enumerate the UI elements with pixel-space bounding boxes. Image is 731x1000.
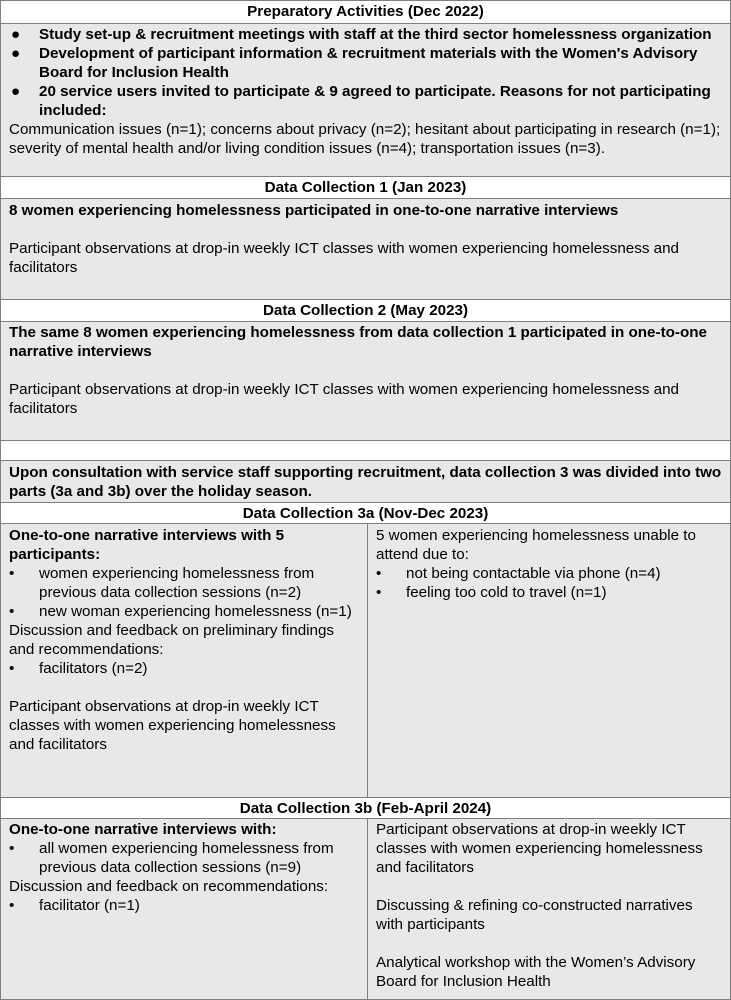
- list-item: • feeling too cold to travel (n=1): [376, 584, 607, 601]
- dc3b-left-column: [1, 819, 368, 999]
- bullet-icon: ●: [11, 83, 21, 100]
- dc3b-interviews-heading: One-to-one narrative interviews with:: [9, 821, 277, 838]
- dc2-interviews: The same 8 women experiencing homelessness from data collection 1 participated in one-to-one narrative interviews: [9, 324, 707, 360]
- bullet-icon: •: [9, 565, 15, 582]
- dc3-note: Upon consultation with service staff supporting recruitment, data collection 3 was divided into two parts (3a and 3b) over the holiday season.: [1, 460, 730, 502]
- prep-bullet: ● 20 service users invited to participate & 9 agreed to participate. Reasons for not participating included:: [11, 83, 711, 119]
- dc3a-section: [1, 523, 730, 797]
- prep-bullet: ● Development of participant information & recruitment materials with the Women's Advisory Board for Inclusion Health: [11, 45, 698, 81]
- dc3b-title: Data Collection 3b (Feb-April 2024): [239, 800, 492, 817]
- dc3a-left-column: [1, 524, 368, 797]
- dc3b-narratives: Discussing & refining co-constructed narratives with participants: [376, 897, 693, 933]
- dc3b-right-column: [368, 819, 730, 999]
- dc3b-section: [1, 818, 730, 999]
- bullet-icon: ●: [11, 26, 21, 43]
- prep-title: Preparatory Activities (Dec 2022): [247, 3, 484, 20]
- list-item: • facilitator (n=1): [9, 897, 140, 914]
- dc2-observations: Participant observations at drop-in weekly ICT classes with women experiencing homelessness and facilitators: [9, 381, 679, 417]
- prep-bullet: ● Study set-up & recruitment meetings with staff at the third sector homelessness organization: [11, 26, 712, 43]
- dc1-observations: Participant observations at drop-in weekly ICT classes with women experiencing homelessness and facilitators: [9, 240, 679, 276]
- prep-reasons: Communication issues (n=1); concerns about privacy (n=2); hesitant about participating in research (n=1); severity of mental health and/or living condition issues (n=4); transportation issues (n=3).: [9, 121, 721, 157]
- list-item: • new woman experiencing homelessness (n=1): [9, 603, 352, 620]
- dc3a-header: [1, 502, 730, 523]
- list-item: • all women experiencing homelessness from previous data collection sessions (n=9): [9, 840, 334, 876]
- bullet-icon: •: [9, 840, 15, 857]
- dc1-title: Data Collection 1 (Jan 2023): [264, 179, 467, 196]
- dc1-header: [1, 176, 730, 198]
- dc3a-interviews-heading: One-to-one narrative interviews with 5 participants:: [9, 527, 285, 563]
- bullet-icon: •: [9, 603, 15, 620]
- dc3a-observations: Participant observations at drop-in weekly ICT classes with women experiencing homelessness and facilitators: [9, 698, 336, 753]
- dc3a-right-column: [368, 524, 730, 797]
- dc1-section: [1, 198, 730, 299]
- prep-section: [1, 23, 730, 175]
- dc2-header: [1, 299, 730, 321]
- dc3b-observations: Participant observations at drop-in weekly ICT classes with women experiencing homelessness and facilitators: [376, 821, 703, 876]
- dc2-title: Data Collection 2 (May 2023): [262, 302, 469, 319]
- list-item: • not being contactable via phone (n=4): [376, 565, 661, 582]
- prep-header: [1, 1, 730, 23]
- dc3a-title: Data Collection 3a (Nov-Dec 2023): [242, 505, 489, 522]
- dc2-section: [1, 321, 730, 440]
- bullet-icon: •: [9, 660, 15, 677]
- dc3a-discussion: Discussion and feedback on preliminary findings and recommendations:: [9, 622, 335, 658]
- dc3b-workshop: Analytical workshop with the Women’s Advisory Board for Inclusion Health: [376, 954, 696, 990]
- dc3b-discussion: Discussion and feedback on recommendations:: [9, 878, 329, 895]
- bullet-icon: •: [376, 565, 382, 582]
- spacer-row: [1, 440, 730, 460]
- bullet-icon: •: [9, 897, 15, 914]
- list-item: • women experiencing homelessness from previous data collection sessions (n=2): [9, 565, 315, 601]
- dc1-interviews: 8 women experiencing homelessness participated in one-to-one narrative interviews: [9, 202, 619, 219]
- list-item: • facilitators (n=2): [9, 660, 148, 677]
- bullet-icon: •: [376, 584, 382, 601]
- dc3b-header: [1, 797, 730, 818]
- prep-bullet-list: [9, 25, 722, 120]
- dc3a-unable-intro: 5 women experiencing homelessness unable to attend due to:: [376, 527, 696, 563]
- bullet-icon: ●: [11, 45, 21, 62]
